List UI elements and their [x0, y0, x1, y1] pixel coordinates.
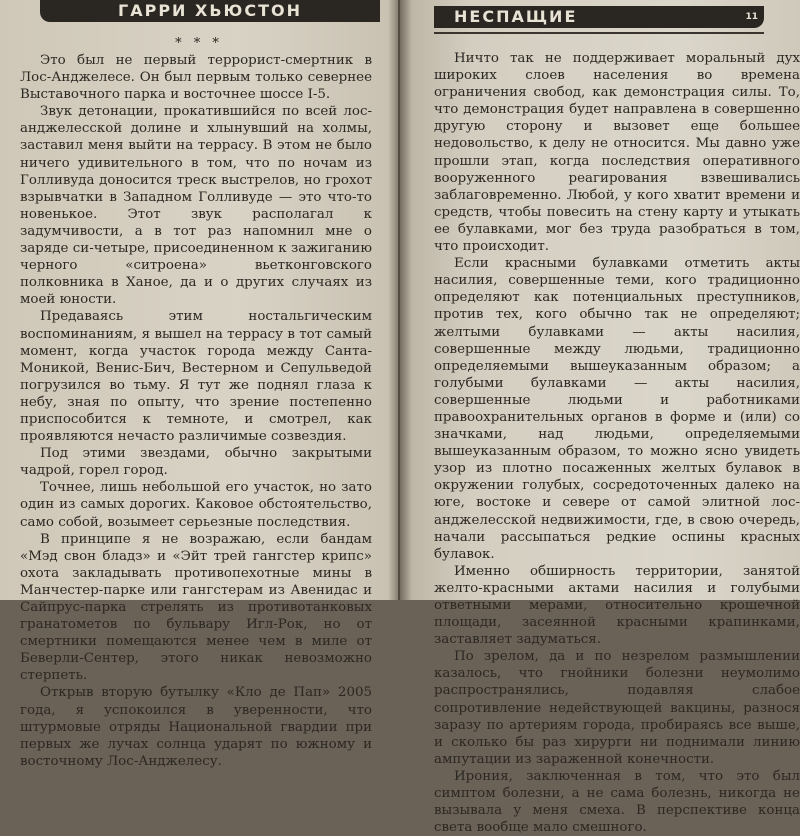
- paragraph: Точнее, лишь небольшой его участок, но зато один из самых дорогих. Каковое обстоятельство, само собой, возымеет серьезные последствия.: [20, 480, 372, 530]
- paragraph: В принципе я не возражаю, если бандам «Мэд свон бладз» и «Эйт трей гангстер крипс» охота закладывать противопехотные мины в Манчестер-парке или гангстерам из Авенидас и Сайпрус-парка стрелять из противотанковых гранатометов по бульвару Игл-Рок, но от смертники помещаются менее чем в миле от Беверли-Сентер, этого никак невозможно стерпеть.: [20, 531, 372, 684]
- book-gutter: [388, 0, 412, 600]
- paragraph: Под этими звездами, обычно закрытыми чадрой, горел город.: [20, 446, 372, 479]
- left-page: [0, 0, 398, 769]
- header-rule: [434, 32, 764, 34]
- paragraph: Открыв вторую бутылку «Кло де Пап» 2005 года, я успокоился в уверенности, что штурмовые отряды Национальной гвардии при первых же лучах солнца ударят по южному и восточному Лос-Анджелесу.: [20, 685, 372, 769]
- paragraph: Если красными булавками отметить акты насилия, совершенные теми, кого традиционно определяют как потенциальных преступников, против тех, кого обычно так не определяют; желтыми булавками — акты насилия, совершенные между людьми, традиционно определяемыми вышеуказанным образом; а голубыми булавками — акты насилия, совершенные людьми и работниками правоохранительных органов в форме и (или) со значками, над людьми, определяемыми вышеуказанным образом, то можно ясно увидеть узор из плотно посаженных желтых булавок в окружении голубых, сосредоточенных далеко на юге, востоке и севере от самой элитной лос-анджелесской недвижимости, где, в свою очередь, начали рассыпаться редкие оспины красных булавок.: [434, 256, 800, 562]
- paragraph: Предаваясь этим ностальгическим воспоминаниям, я вышел на террасу в тот самый момент, когда участок города между Санта-Моникой, Венис-Бич, Вестерном и Сепульведой погрузился во тьму. Я тут же поднял глаза к небу, зная по опыту, что зрение постепенно приспособится к темноте, и смотрел, как проявляются нечасто различимые созвездия.: [20, 309, 372, 445]
- left-running-header: ГАРРИ ХЬЮСТОН: [40, 0, 380, 22]
- right-header-title: НЕСПАЩИЕ: [454, 7, 578, 26]
- paragraph: Звук детонации, прокатившийся по всей лос-анджелесской долине и хлынувший на холмы, заставил меня выйти на террасу. В этом не было ничего удивительного в том, что по ночам из Голливуда доносится треск выстрелов, но грохот взрывчатки в Западном Голливуде — это что-то новенькое. Этот звук располагал к задумчивости, а в тот раз напомнил мне о заряде си-четыре, присоединенном к зажиганию черного «ситроена» вьетконговского полковника в Ханое, да и о других случаях из моей юности.: [20, 104, 372, 308]
- page-number: 11: [745, 12, 758, 22]
- paragraph: Это был не первый террорист-смертник в Лос-Анджелесе. Он был первым только севернее Выставочного парка и восточнее шоссе I-5.: [20, 53, 372, 103]
- right-running-header: [434, 6, 764, 28]
- right-page: [400, 0, 800, 836]
- paragraph: Ничто так не поддерживает моральный дух широких слоев населения во времена ограничения свобод, как демонстрация силы. То, что демонстрация будет направлена в совершенно другую сторону и вызовет еще большее недовольство, к делу не относится. Мы давно уже прошли этап, когда последствия оперативного вооруженного реагирования взвешивались заблаговременно. Любой, у кого хватит времени и средств, чтобы повесить на стену карту и утыкать ее булавками, мог без труда разобраться в том, что происходит.: [434, 51, 800, 255]
- paragraph: Именно обширность территории, занятой желто-красными актами насилия и голубыми ответными мерами, относительно крошечной площади, засеянной красными крапинками, заставляет задуматься.: [434, 563, 800, 648]
- right-page-text: [434, 50, 800, 836]
- left-page-text: [20, 52, 372, 770]
- section-mark: * * *: [175, 36, 223, 51]
- paragraph: По зрелом, да и по незрелом размышлении казалось, что гнойники болезни неумолимо распространялись, подавляя слабое сопротивление недействующей вакцины, разнося заразу по артериям города, пробираясь все выше, и сколько бы раз хирурги ни поднимали линию ампутации из зараженной конечности.: [434, 649, 800, 767]
- paragraph: Ирония, заключенная в том, что это был симптом болезни, а не сама болезнь, никогда не вызывала у меня смеха. В перспективе конца света вообще мало смешного.: [434, 768, 800, 836]
